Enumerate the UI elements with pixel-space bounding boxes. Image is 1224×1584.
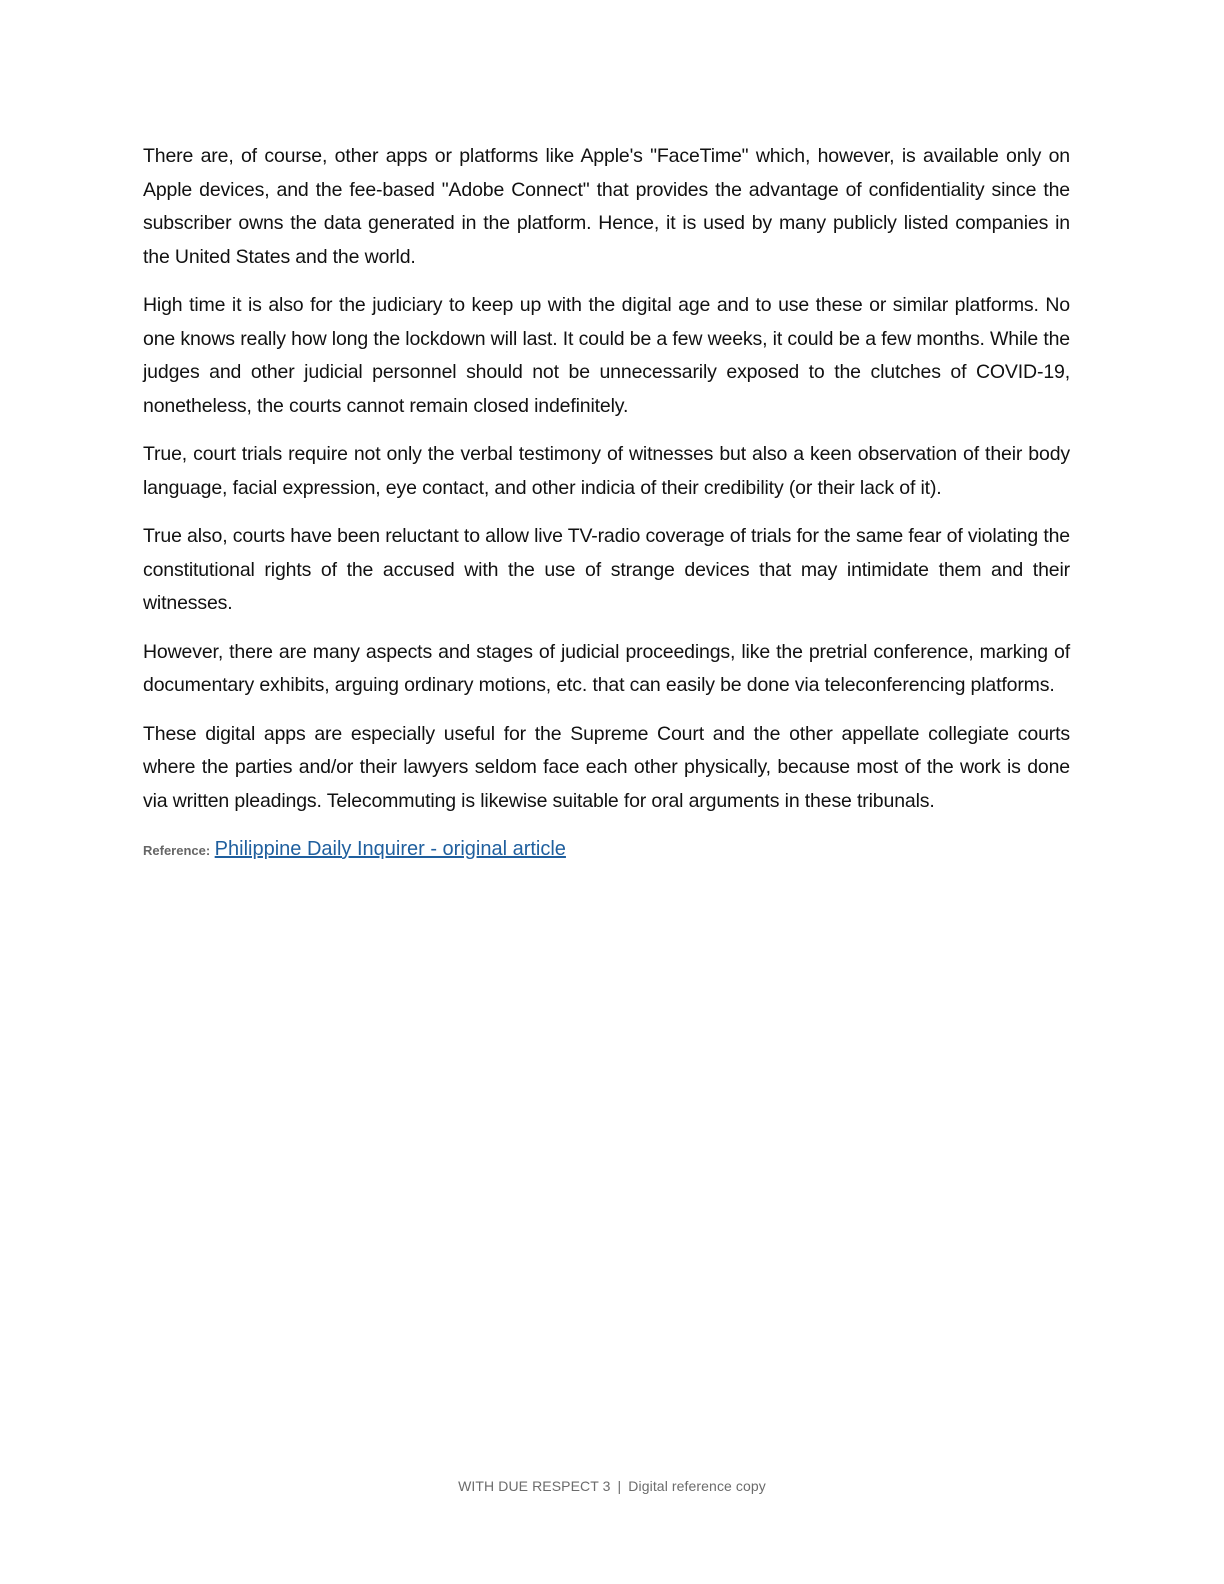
paragraph-3: True, court trials require not only the verbal testimony of witnesses but also a keen observation of their body language, facial expression, eye contact, and other indicia of their credibility (or their lack of it). (143, 443, 1070, 499)
paragraph-2: High time it is also for the judiciary to keep up with the digital age and to use these or similar platforms. No one knows really how long the lockdown will last. It could be a few weeks, it could be a few months. While the judges and other judicial personnel should not be unnecessarily exposed to the clutches of COVID-19, nonetheless, the courts cannot remain closed indefinitely. (143, 294, 1070, 417)
page-footer (0, 1478, 1224, 1494)
reference-label: Reference: (143, 843, 211, 858)
reference-link[interactable]: Philippine Daily Inquirer - original article (214, 838, 566, 860)
document-body (143, 140, 1070, 867)
paragraph-1: There are, of course, other apps or platforms like Apple's "FaceTime" which, however, is available only on Apple devices, and the fee-based "Adobe Connect" that provides the advantage of confidentiality since the subscriber owns the data generated in the platform. Hence, it is used by many publicly listed companies in the United States and the world. (143, 145, 1070, 268)
paragraph-4: True also, courts have been reluctant to allow live TV-radio coverage of trials for the same fear of violating the constitutional rights of the accused with the use of strange devices that may intimidate them and their witnesses. (143, 525, 1070, 614)
footer-note: Digital reference copy (628, 1478, 766, 1494)
paragraph-5: However, there are many aspects and stages of judicial proceedings, like the pretrial conference, marking of documentary exhibits, arguing ordinary motions, etc. that can easily be done via teleconferencing platforms. (143, 640, 1070, 696)
reference-line (143, 833, 1070, 867)
footer-separator: | (617, 1478, 622, 1494)
paragraph-6: These digital apps are especially useful for the Supreme Court and the other appellate collegiate courts where the parties and/or their lawyers seldom face each other physically, because most of the work is done via written pleadings. Telecommuting is likewise suitable for oral arguments in these tribunals. (143, 722, 1070, 812)
footer-title: WITH DUE RESPECT 3 (458, 1478, 611, 1494)
